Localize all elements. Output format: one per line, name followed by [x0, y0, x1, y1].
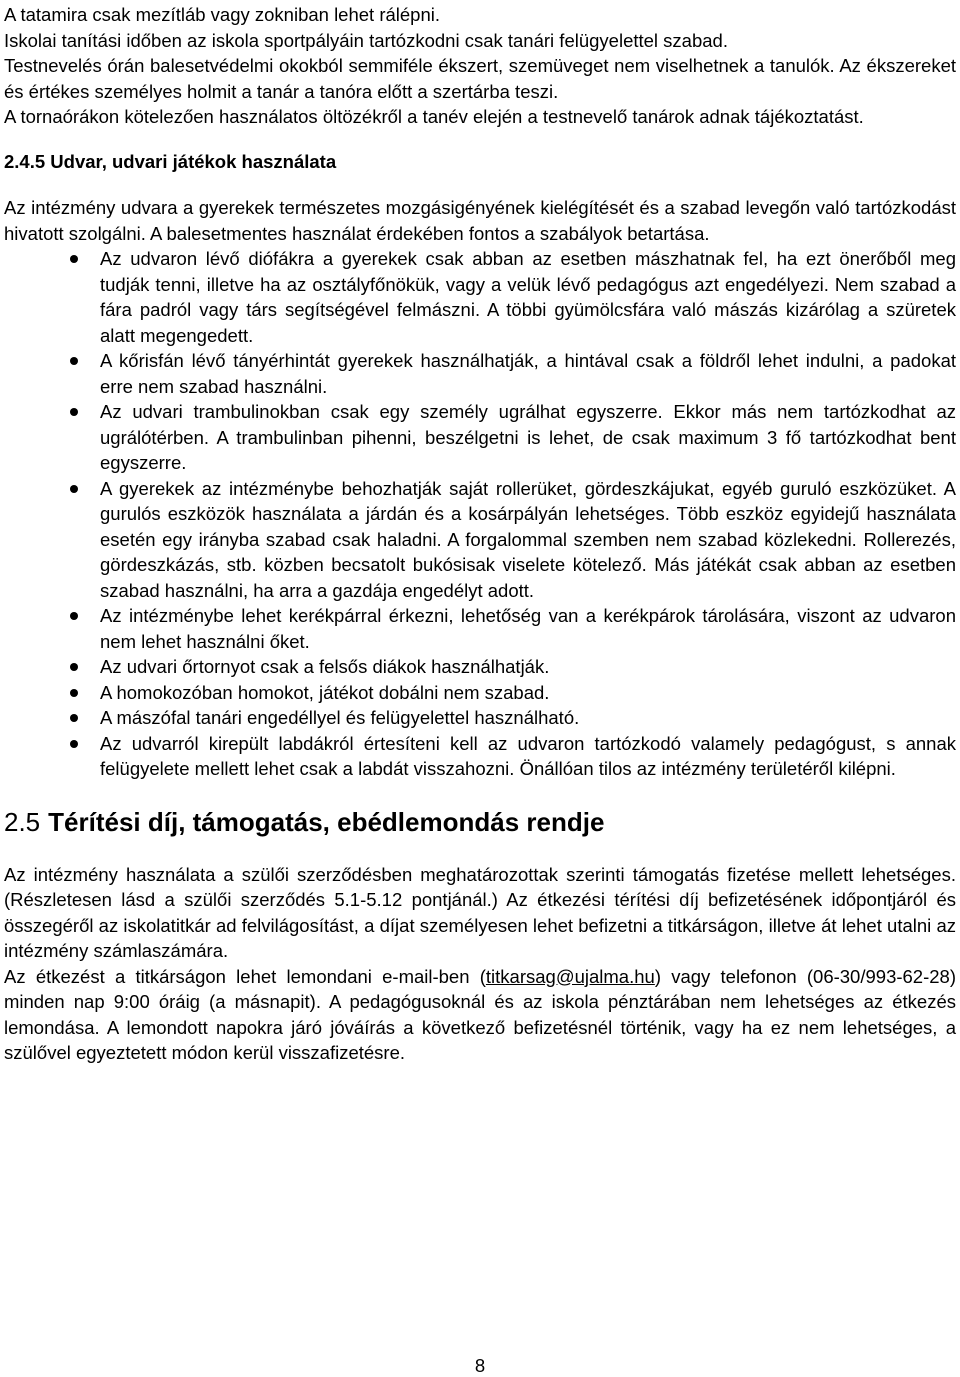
bullet-icon [70, 689, 78, 697]
list-item [4, 476, 956, 604]
list-item-text: A kőrisfán lévő tányérhintát gyerekek használhatják, a hintával csak a földről lehet indulni, a padokat erre nem szabad használni. [100, 350, 956, 397]
list-item-text: Az intézménybe lehet kerékpárral érkezni, lehetőség van a kerékpárok tárolására, viszont az udvaron nem lehet használni őket. [100, 605, 956, 652]
list-item [4, 654, 956, 680]
bullet-icon [70, 740, 78, 748]
list-item-text: Az udvari őrtornyot csak a felsős diákok használhatják. [100, 656, 550, 677]
intro-line-ekszer: Testnevelés órán balesetvédelmi okokból semmiféle ékszert, szemüveget nem viselhetnek a tanulók. Az ékszereket és értékes személyes holmit a tanár a tanóra előtt a szertárba teszi. [4, 55, 956, 102]
bullet-icon [70, 485, 78, 493]
bullet-icon [70, 612, 78, 620]
udvar-rules-list [4, 246, 956, 782]
list-item-text: Az udvari trambulinokban csak egy személy ugrálhat egyszerre. Ekkor más nem tartózkodhat az ugrálótérben. A trambulinban pihenni, beszélgetni is lehet, de csak maximum 3 fő tartózkodhat bent egyszerre. [100, 401, 956, 473]
intro-block [4, 2, 956, 130]
bullet-icon [70, 357, 78, 365]
list-item-text: Az udvarról kirepült labdákról értesíteni kell az udvaron tartózkodó valamely pedagógust, s annak felügyelete mellett lehet csak a labdát visszahozni. Önállóan tilos az intézmény területéről kilépni. [100, 732, 956, 779]
section-2-4-5-heading: 2.4.5 Udvar, udvari játékok használata [4, 150, 337, 172]
list-item [4, 348, 956, 399]
section-2-5-number: 2.5 [4, 806, 41, 837]
para-2-text-before: Az étkezést a titkárságon lehet lemondani e-mail-ben ( [4, 965, 486, 987]
section-2-4-5-intro: Az intézmény udvara a gyerekek természetes mozgásigényének kielégítését és a szabad levegőn való tartózkodást hivatott szolgálni. A balesetmentes használat érdekében fontos a szabályok betartása. [4, 197, 956, 244]
section-2-5-para-2 [4, 964, 956, 1066]
list-item [4, 246, 956, 348]
document-page [4, 0, 956, 1066]
list-item [4, 399, 956, 476]
list-item-text: A mászófal tanári engedéllyel és felügyelettel használható. [100, 707, 580, 728]
list-item-text: A homokozóban homokot, játékot dobálni nem szabad. [100, 681, 550, 703]
intro-line-sportpalya: Iskolai tanítási időben az iskola sportpályáin tartózkodni csak tanári felügyelettel szabad. [4, 29, 728, 51]
list-item [4, 603, 956, 654]
section-2-5-title: Térítési díj, támogatás, ebédlemondás rendje [48, 806, 605, 837]
page-number [0, 1355, 960, 1377]
bullet-icon [70, 714, 78, 722]
list-item [4, 731, 956, 782]
bullet-icon [70, 255, 78, 263]
list-item [4, 680, 956, 706]
email-link[interactable]: titkarsag@ujalma.hu [485, 965, 655, 987]
page-number-text: 8 [474, 1355, 486, 1376]
bullet-icon [70, 663, 78, 671]
intro-line-tatami: A tatamira csak mezítláb vagy zokniban lehet rálépni. [4, 4, 441, 25]
list-item [4, 705, 956, 731]
section-2-5-para-1: Az intézmény használata a szülői szerződésben meghatározottak szerinti támogatás fizetése mellett lehetséges. (Részletesen lásd a szülői szerződés 5.1-5.12 pontjánál.) Az étkezési térítési díj befizetésének időpontjáról és összegéről az iskolatitkár ad felvilágosítást, a díjat személyesen lehet befizetni a titkárságon, illetve át lehet utalni az intézmény számlaszámára. [4, 863, 956, 961]
list-item-text: A gyerekek az intézménybe behozhatják saját rollerüket, gördeszkájukat, egyéb guruló eszközüket. A gurulós eszközök használata a járdán és a kosárpályán lehetséges. Több eszköz egyidejű használata esetén egy irányba szabad csak haladni. A forgalommal szemben nem szabad közlekedni. Rollerezés, gördeszkázás, stb. közben becsatolt bukósisak viselete kötelező. Más játékát csak abban az esetben szabad használni, ha arra a gazdája engedélyt adott. [100, 477, 956, 601]
para-2-text-after: ) vagy telefonon (06-30/993-62-28) minden nap 9:00 óráig (a másnapit). A pedagógusoknál és az iskola pénztárában nem lehetséges az étkezés lemondása. A lemondott napokra járó jóváírás a következő befizetésnél történik, vagy ha ez nem lehetséges, a szülővel egyeztetett módon kerül visszafizetésre. [4, 965, 956, 1063]
section-2-5-heading [4, 806, 956, 838]
intro-line-oltozek: A tornaórákon kötelezően használatos öltözékről a tanév elején a testnevelő tanárok adnak tájékoztatást. [4, 106, 864, 127]
bullet-icon [70, 408, 78, 416]
list-item-text: Az udvaron lévő diófákra a gyerekek csak abban az esetben mászhatnak fel, ha ezt önerőből meg tudják tenni, illetve ha az osztályfőnökük, vagy a velük lévő pedagógus azt engedélyezi. Nem szabad a fára padról vagy társ segítségével felmászni. A többi gyümölcsfára való mászás kizárólag a szüretek alatt megengedett. [100, 248, 956, 346]
